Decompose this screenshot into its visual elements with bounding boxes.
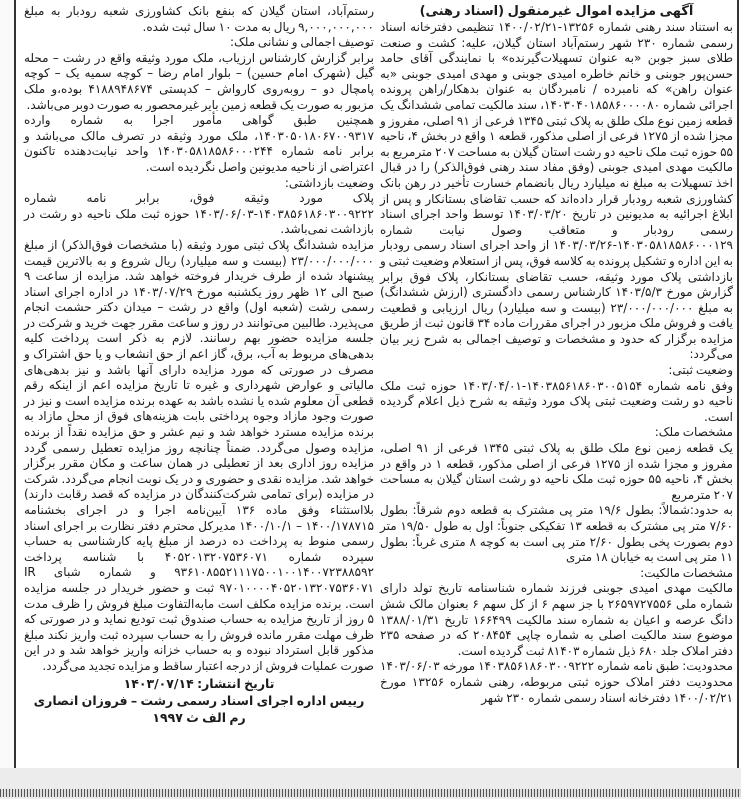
restriction-text: محدودیت: طبق نامه شماره ۱۴۰۳۸۵۶۱۸۶۰۳۰۰۹۲۲۲ مورخه ۱۴۰۳/۰۶/۰۳ محدودیت دفتر املاک حوزه ثبتی مربوطه، رهنی شماره ۱۳۲۵۶ مورخ ۱۴۰۰/۰۲/۲۱ دفترخانه اسناد رسمی شماره ۲۳۰ شهر [380, 659, 734, 705]
right-border-rule [737, 0, 739, 768]
notice-left-column [24, 4, 374, 726]
notice-code: رم الف ث ۱۹۹۷ [152, 709, 246, 725]
notice-right-column [380, 3, 733, 706]
possession-text: همچنین طبق گواهی مأمور اجرا به شماره وارده ۱۴۰۳۰۵۰۱۸۰۶۷۰۰۹۳۱۷، ملک مورد وثیقه در تصرف مالک می‌باشد و برابر نامه شماره ۱۴۰۳۰۵۸۱۸۵۸۶۰۰۰۲۴۴ واحد نیابت‌دهنده تاکنون اعتراضی از ناحیه مدیونین واصل نگردیده است. [24, 113, 375, 174]
publish-date: تاریخ انتشار: ۱۴۰۳/۰۷/۱۴ [123, 675, 275, 691]
registration-status-text: وفق نامه شماره ۱۴۰۳۸۵۶۱۸۶۰۳۰۰۵۱۵۴-۱۴۰۳/۰۴/۰۱ حوزه ثبت ملک ناحیه دو رشت وضعیت ثبتی پلاک مورد وثیقه به شرح ذیل اعلام گردیده است. [380, 378, 733, 424]
registration-status-heading: وضعیت ثبتی: [668, 363, 733, 378]
notice-title: آگهی مزایده اموال غیرمنقول (اسناد رهنی) [419, 4, 694, 19]
adjacent-ad-strip [0, 0, 14, 768]
property-boundaries-text: به حدود:شمالاً: بطول ۱۹/۶ متر پی مشترک به قطعه دوم شرقاً: بطول ۷/۶۰ متر پی مشترک به قطعه ۱۳ تفکیکی جنوباً: اول به طول ۱۹/۵۰ متر دوم بصورت پخی بطول ۲/۶۰ متر پی است به کوچه ۸ متری غرباً: بطول ۱۱ متر پی است به خیابان ۱۸ متری [380, 503, 734, 565]
auction-terms-text: مزایده ششدانگ پلاک ثبتی مورد وثیقه (با مشخصات فوق‌الذکر) از مبلغ ۲۳/۰۰۰/۰۰۰/۰۰۰ (بیست و سه میلیارد) ریال شروع و به بالاترین قیمت پیشنهاد شده از طرف خریدار فروخته خواهد شد. مزایده از ساعت ۹ صبح الی ۱۲ ظهر روز یکشنبه مورخ ۱۴۰۳/۰۷/۲۹ در اداره اجرای اسناد رسمی رشت (شعبه اول) واقع در رشت – میدان دکتر حشمت انجام می‌پذیرد. طالبین می‌توانند در روز و ساعت مقرر جهت خرید و شرکت در جلسه مزایده حضور بهم رسانند. لازم به ذکر است پرداخت کلیه بدهی‌های مربوط به آب، برق، گاز اعم از حق انشعاب و یا حق اشتراک و مصرف در صورتی که مورد مزایده دارای آنها باشد و نیز بدهی‌های مالیاتی و عوارض شهرداری و غیره تا تاریخ مزایده اعم از اینکه رقم قطعی آن معلوم شده یا نشده باشد به عهده برنده مزایده است و نیز در صورت وجود مازاد وجوه پرداختی بابت هزینه‌های فوق از محل مازاد به برنده مزایده مسترد خواهد شد و نیم عشر و حق مزایده نقداً از برنده مزایده وصول می‌گردد. ضمناً چنانچه روز مزایده تعطیل رسمی گردد مزایده روز اداری بعد از تعطیلی در همان ساعت و مکان مقرر برگزار خواهد شد. مزایده نقدی و حضوری و در یک نوبت انجام می‌گردد. شرکت در مزایده (برای تمامی شرکت‌کنندگان در مزایده که قصد رقابت دارند) بلااستثناء وفق ماده ۱۳۶ آیین‌نامه اجرا و در اجرای بخشنامه ۱۴۰۰/۱۷۸۷۱۵ – ۱۴۰۰/۱۰/۱ مدیرکل محترم دفتر نظارت بر اجرای اسناد رسمی منوط به پرداخت ده درصد از مبلغ پایه کارشناسی به حساب سپرده شماره ۴۰۵۲۰۱۳۲۰۷۵۳۶۰۷۱ با شناسه پرداخت ۹۳۶۱۰۸۵۵۲۱۱۱۷۵۰۰۱۰۰۱۴۰۰۷۲۳۸۸۵۹۲ و شماره شبای IR ۹۷۰۱۰۰۰۰۴۰۵۲۰۱۳۲۰۷۵۳۶۰۷۱ ثبت و حضور خریدار در جلسه مزایده است. برنده مزایده مکلف است مابه‌التفاوت مبلغ فروش را ظرف مدت ۵ روز از تاریخ مزایده به حساب صندوق ثبت تودیع نماید و در صورتی که ظرف مهلت مقرر مانده فروش را به حساب سپرده ثبت واریز نکند مبلغ مذکور قابل استرداد نبوده و به حساب خزانه واریز خواهد شد و در این صورت عملیات فروش از درجه اعتبار ساقط و مزایده تجدید می‌گردد. [24, 237, 375, 673]
intro-paragraph: به استناد سند رهنی شماره ۱۳۲۵۶-۱۴۰۰/۰۲/۲۱ تنظیمی دفترخانه اسناد رسمی شماره ۲۳۰ شهر رستم‌آباد استان گیلان، علیه: کشت و صنعت طلای سبز جوبن «به عنوان تسهیلات‌گیرنده» با نمایندگی آقای حامد حسن‌پور جوبنی و خانم خاطره امیدی جوبنی و مهدی امیدی جوبنی «به عنوان راهن» که نامبرده / نامبردگان به عنوان بدهکار/راهن پرونده اجرائی شماره ۱۴۰۳۰۴۰۱۸۵۸۶۰۰۰۰۸۰، سند مالکیت تمامی ششدانگ یک قطعه زمین نوع ملک طلق به پلاک ثبتی ۱۳۴۵ فرعی از ۹۱ اصلی، مفروز و مجزا شده از ۱۲۷۵ فرعی از اصلی مذکور، قطعه ۱ واقع در بخش ۴، ناحیه ۵۵ حوزه ثبت ملک ناحیه دو رشت استان گیلان به مساحت ۲۰۷ مترمربع به مالکیت مهدی امیدی جوبنی (وفق مفاد سند رهنی فوق‌الذکر) را در قبال اخذ تسهیلات به مبلغ نه میلیارد ریال بانضمام خسارت تأخیر در رهن بانک کشاورزی شعبه رودبار قرار داده‌اند که حسب تقاضای بستانکار و پس از ابلاغ اجرائیه به مدیونین در تاریخ ۱۴۰۳/۰۳/۲۰ توسط واحد اجرای اسناد رسمی رودبار و متعاقب وصول نیابت شماره ۱۴۰۳۰۵۸۱۸۵۸۶۰۰۰۱۲۹-۱۴۰۳/۰۳/۲۶ از واحد اجرای اسناد رسمی رودبار به این اداره و تشکیل پرونده به کلاسه فوق، پس از استعلام وضعیت ثبتی و بازداشتی پلاک مورد وثیقه، حسب تقاضای بستانکار، پلاک فوق برابر گزارش مورخ ۱۴۰۳/۵/۳ کارشناس رسمی دادگستری (ارزش ششدانگ) به مبلغ ۲۳/۰۰۰/۰۰۰/۰۰۰ (بیست و سه میلیارد) ریال ارزیابی و قطعیت یافت و فروش ملک مزبور در اجرای مقررات ماده ۳۴ قانون ثبت از طریق مزایده برگزار که حدود و مشخصات و توصیف اجمالی به شرح زیر بیان می‌گردد: [380, 20, 734, 362]
left-border-rule [14, 0, 16, 768]
signer: رییس اداره اجرای اسناد رسمی رشت – فروزان انصاری [33, 692, 365, 708]
ownership-text: مالکیت مهدی امیدی جوبنی فرزند شماره شناسنامه تاریخ تولد دارای شماره ملی ۲۶۵۹۷۲۷۵۵۶ با جز سهم ۶ از کل سهم ۶ بعنوان مالک شش دانگ عرصه و اعیان به شماره سند مالکیت ۱۶۶۴۹۹ تاریخ ۱۳۸۸/۰۱/۳۱ موضوع سند مالکیت اصلی به شماره چاپی ۲۰۸۴۵۴ که در صفحه ۲۳۵ دفتر املاک جلد ۶۸۰ ذیل شماره ۸۱۴۰۳ ثبت گردیده است. [380, 581, 734, 658]
restriction-continued-text: رستم‌آباد، استان گیلان که بنفع بانک کشاورزی شعبه رودبار به مبلغ ۹,۰۰۰,۰۰۰,۰۰۰ ریال به مدت ۱۰ سال ثبت شده. [24, 4, 374, 34]
property-specs-heading: مشخصات ملک: [654, 425, 733, 440]
address-heading: توصیف اجمالی و نشانی ملک: [229, 35, 374, 50]
property-specs-text: یک قطعه زمین نوع ملک طلق به پلاک ثبتی ۱۳۴۵ فرعی از ۹۱ اصلی، مفروز و مجزا شده از ۱۲۷۵ فرعی از اصلی مذکور، قطعه ۱ در واقع در بخش ۴، ناحیه ۵۵ حوزه ثبت ملک ناحیه دو رشت استان گیلان به مساحت ۲۰۷ مترمربع [380, 441, 734, 502]
seizure-status-text: پلاک مورد وثیقه فوق، برابر نامه شماره ۱۴۰۳۸۵۶۱۸۶۰۳۰۰۹۲۲۲-۱۴۰۳/۰۶/۰۳ حوزه ثبت ملک ناحیه دو رشت در بازداشت نمی‌باشد. [24, 191, 374, 237]
hatched-divider [0, 789, 741, 797]
ownership-heading: مشخصات مالکیت: [640, 565, 733, 580]
address-text: برابر گزارش کارشناس ارزیاب، ملک مورد وثیقه واقع در رشت – محله گیل (شهرک امام حسین) – بلوار امام رضا – کوچه سمیه یک – کوچه پامچال دو – روبه‌روی کارواش – کدپستی ۴۱۸۸۹۴۸۶۷۴ بوده،و ملک مزبور به صورت یک قطعه زمین بایر غیرمحصور به صورت دوبر می‌باشد. [24, 50, 374, 112]
seizure-status-heading: وضعیت بازداشتی: [284, 175, 374, 190]
